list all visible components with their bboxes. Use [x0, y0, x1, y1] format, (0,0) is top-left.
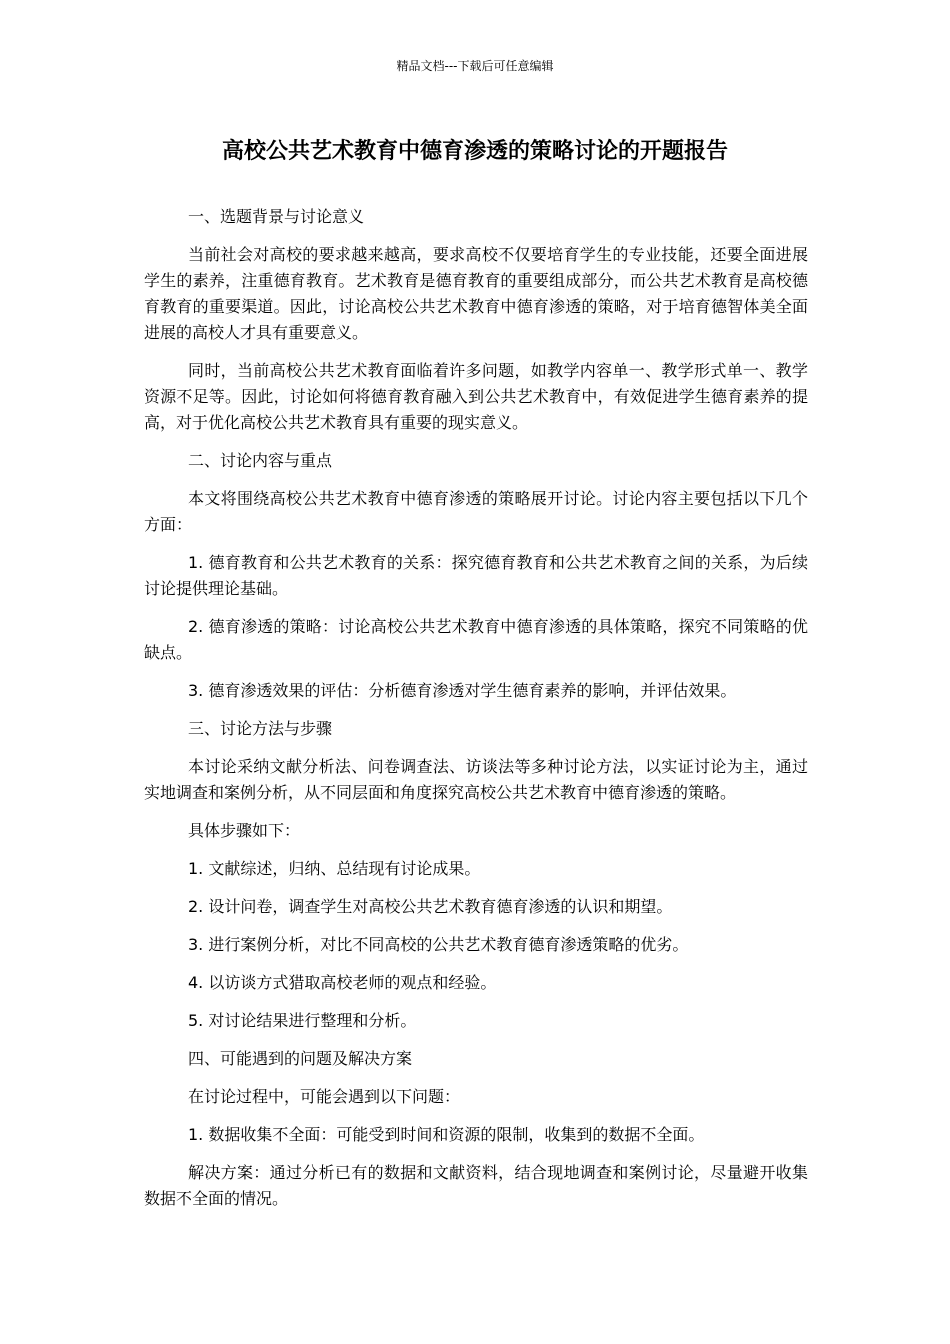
list-item: 3. 进行案例分析，对比不同高校的公共艺术教育德育渗透策略的优劣。	[188, 935, 689, 954]
document-title: 高校公共艺术教育中德育渗透的策略讨论的开题报告	[221, 139, 728, 164]
list-item: 4. 以访谈方式猎取高校老师的观点和经验。	[188, 973, 497, 992]
list-item: 1. 数据收集不全面：可能受到时间和资源的限制，收集到的数据不全面。	[188, 1125, 705, 1144]
list-item: 5. 对讨论结果进行整理和分析。	[188, 1011, 417, 1030]
document-body	[144, 204, 808, 1224]
paragraph: 同时，当前高校公共艺术教育面临着许多问题，如教学内容单一、教学形式单一、教学资源不足等。因此，讨论如何将德育教育融入到公共艺术教育中，有效促进学生德育素养的提高，对于优化高校公共艺术教育具有重要的现实意义。	[144, 361, 808, 432]
paragraph: 解决方案：通过分析已有的数据和文献资料，结合现地调查和案例讨论，尽量避开收集数据不全面的情况。	[144, 1163, 808, 1208]
section-heading: 三、讨论方法与步骤	[188, 719, 333, 738]
list-item: 1. 文献综述，归纳、总结现有讨论成果。	[188, 859, 481, 878]
paragraph: 本讨论采纳文献分析法、问卷调查法、访谈法等多种讨论方法，以实证讨论为主，通过实地调查和案例分析，从不同层面和角度探究高校公共艺术教育中德育渗透的策略。	[144, 757, 808, 802]
page-header-note: 精品文档---下载后可任意编辑	[396, 59, 554, 73]
list-item: 2. 设计问卷，调查学生对高校公共艺术教育德育渗透的认识和期望。	[188, 897, 673, 916]
list-item: 2. 德育渗透的策略：讨论高校公共艺术教育中德育渗透的具体策略，探究不同策略的优缺点。	[144, 617, 808, 662]
list-item: 3. 德育渗透效果的评估：分析德育渗透对学生德育素养的影响，并评估效果。	[188, 681, 737, 700]
paragraph: 本文将围绕高校公共艺术教育中德育渗透的策略展开讨论。讨论内容主要包括以下几个方面：	[144, 489, 808, 534]
list-item: 1. 德育教育和公共艺术教育的关系：探究德育教育和公共艺术教育之间的关系，为后续讨论提供理论基础。	[144, 553, 808, 598]
paragraph: 当前社会对高校的要求越来越高，要求高校不仅要培育学生的专业技能，还要全面进展学生的素养，注重德育教育。艺术教育是德育教育的重要组成部分，而公共艺术教育是高校德育教育的重要渠道。因此，讨论高校公共艺术教育中德育渗透的策略，对于培育德智体美全面进展的高校人才具有重要意义。	[144, 245, 808, 342]
section-heading: 四、可能遇到的问题及解决方案	[188, 1049, 413, 1068]
section-heading: 一、选题背景与讨论意义	[188, 207, 365, 226]
section-heading: 二、讨论内容与重点	[188, 451, 333, 470]
paragraph: 在讨论过程中，可能会遇到以下问题：	[188, 1087, 461, 1106]
paragraph: 具体步骤如下：	[188, 821, 301, 840]
